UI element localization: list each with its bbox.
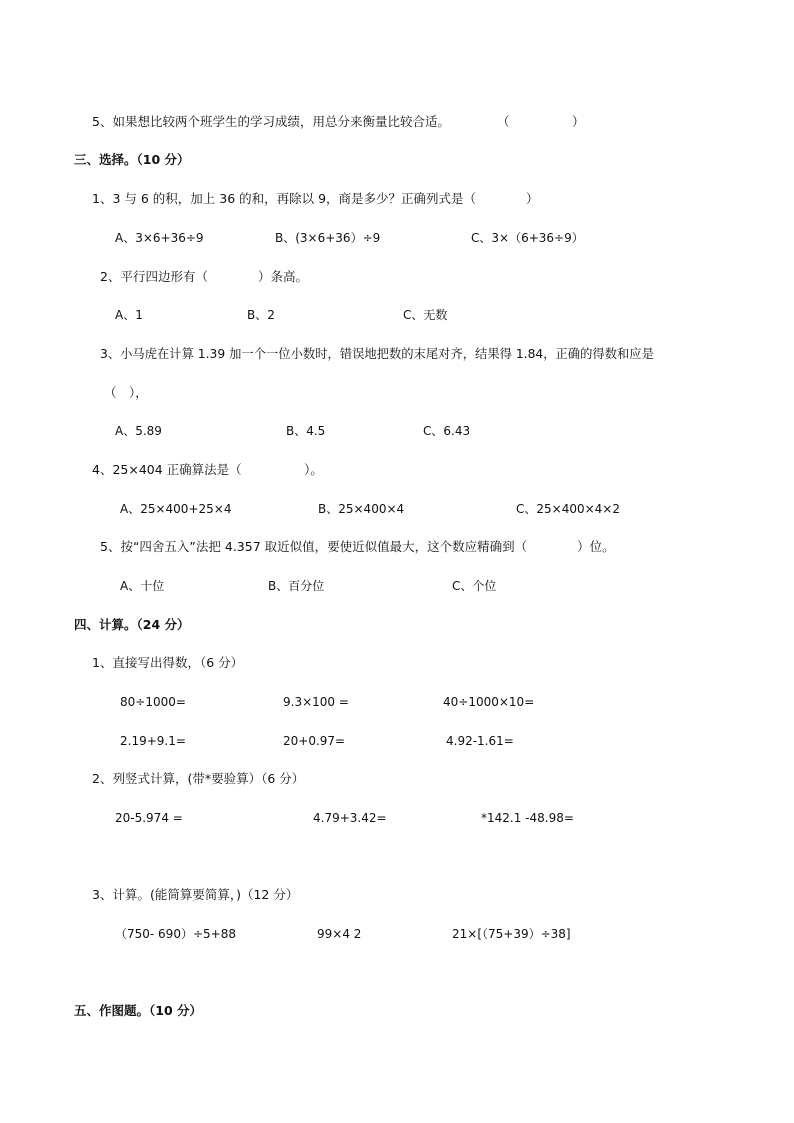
judge-q5-text: 5、如果想比较两个班学生的学习成绩，用总分来衡量比较合适。 (92, 114, 450, 129)
section-calc-title: 四、计算。（24 分） (74, 617, 190, 632)
calc-part2-item: 20-5.974 = (115, 811, 183, 825)
choice-q1-option-b: B、(3×6+36）÷9 (275, 231, 381, 245)
judge-q5-blank: （ ） (497, 114, 585, 129)
choice-q3-option-b: B、4.5 (286, 424, 326, 438)
choice-q3-text-cont: （ ）， (104, 385, 148, 400)
calc-part2-item: 4.79+3.42= (313, 811, 387, 825)
choice-q3-option-a: A、5.89 (115, 424, 162, 438)
calc-part3-title: 3、计算。(能简算要简算，)（12 分） (92, 887, 299, 902)
choice-q2-option-c: C、无数 (403, 308, 448, 322)
choice-q3-text: 3、小马虎在计算 1.39 加一个一位小数时，错误地把数的末尾对齐，结果得 1.84，正确的得数和应是 (100, 347, 654, 361)
choice-q4-option-a: A、25×400+25×4 (120, 502, 232, 516)
section-drawing-title: 五、作图题。（10 分） (74, 1003, 202, 1018)
calc-part1-item: 40÷1000×10= (443, 695, 535, 709)
calc-part2-item: *142.1 -48.98= (481, 811, 574, 825)
calc-part3-item: 21×[（75+39）÷38] (452, 927, 571, 941)
calc-part1-item: 2.19+9.1= (120, 734, 186, 748)
choice-q2-option-a: A、1 (115, 308, 143, 322)
choice-q5-option-b: B、百分位 (268, 579, 325, 593)
calc-part1-item: 20+0.97= (283, 734, 346, 748)
choice-q2-option-b: B、2 (247, 308, 275, 322)
choice-q5-text: 5、按“四舍五入”法把 4.357 取近似值，要使近似值最大，这个数应精确到（ ）位。 (100, 539, 615, 554)
choice-q5-option-c: C、个位 (452, 579, 497, 593)
choice-q4-option-b: B、25×400×4 (318, 502, 405, 516)
choice-q1-option-c: C、3×（6+36÷9） (471, 231, 584, 245)
section-choice-title: 三、选择。（10 分） (74, 152, 190, 167)
calc-part1-item: 9.3×100 = (283, 695, 349, 709)
calc-part1-title: 1、直接写出得数，（6 分） (92, 655, 244, 670)
choice-q1-text: 1、3 与 6 的积，加上 36 的和，再除以 9，商是多少？正确列式是（ ） (92, 191, 539, 206)
choice-q3-option-c: C、6.43 (423, 424, 471, 438)
choice-q2-text: 2、平行四边形有（ ）条高。 (100, 269, 308, 284)
calc-part1-item: 4.92-1.61= (446, 734, 514, 748)
calc-part2-title: 2、列竖式计算，(带*要验算）（6 分） (92, 771, 305, 786)
calc-part3-item: 99×4 2 (317, 927, 362, 941)
choice-q1-option-a: A、3×6+36÷9 (115, 231, 204, 245)
calc-part1-item: 80÷1000= (120, 695, 186, 709)
choice-q5-option-a: A、十位 (120, 579, 165, 593)
choice-q4-option-c: C、25×400×4×2 (516, 502, 620, 516)
choice-q4-text: 4、25×404 正确算法是（ ）。 (92, 462, 323, 477)
calc-part3-item: （750- 690）÷5+88 (115, 927, 236, 941)
